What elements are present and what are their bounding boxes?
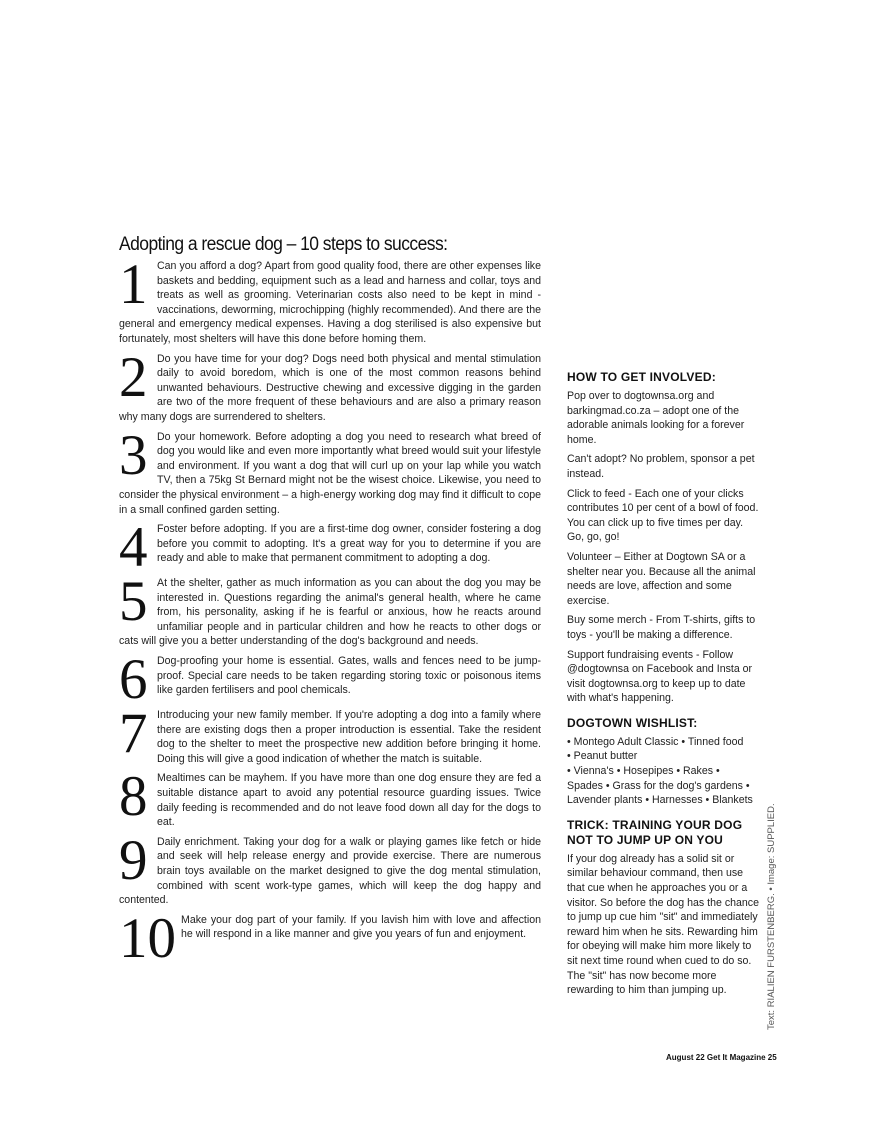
step-item (119, 906, 541, 970)
step-number: 8 (119, 765, 148, 829)
step-number: 7 (119, 702, 148, 766)
involved-paragraph: Pop over to dogtownsa.org and barkingmad.co.za – adopt one of the adorable animals looking for a forever home. (567, 390, 745, 446)
involved-heading: HOW TO GET INVOLVED: (567, 370, 716, 384)
step-text: At the shelter, gather as much information as you can about the dog you may be interested in. Questions regarding the animal's general health, where he came from, his personality, asking if he is fearful or anxious, how he reacts around unfamiliar people and in particular children and how he reacts to other dogs or cats will give you a better understanding of the dog's background and needs. (119, 577, 541, 648)
step-item (119, 765, 541, 829)
trick-heading: TRICK: TRAINING YOUR DOG NOT TO JUMP UP ON YOU (567, 817, 743, 847)
step-number: 5 (119, 570, 148, 634)
step-text: Can you afford a dog? Apart from good quality food, there are other expenses like baskets and bedding, equipment such as a lead and harness and collar, toys and treats as well as grooming. Veterinarian costs also need to be kept in mind - vaccinations, deworming, microchipping (highly recommended). And there are the general and emergency medical expenses. Having a dog sterilised is also expensive but fortunately, most shelters will have this done before homing them. (119, 260, 541, 345)
step-text: Do you have time for your dog? Dogs need both physical and mental stimulation daily to avoid boredom, which is one of the most common reasons behind unwanted behaviours. Destructive chewing and excessive digging in the garden are two of the more frequent of these behaviours and are also a primary reason why many dogs are surrendered to shelters. (119, 352, 541, 423)
step-item (119, 828, 541, 908)
step-text: Dog-proofing your home is essential. Gates, walls and fences need to be jump-proof. Special care needs to be taken regarding storing toxic or poisonous items like garden fertilisers and pool chemicals. (157, 655, 541, 697)
trick-text: If your dog already has a solid sit or similar behaviour command, then use that cue when he approaches you or a visitor. So before the dog has the chance to jump up cue him "sit" and immediately reward him when he sits. Rewarding him for obeying will make him more likely to sit next time round when cued to do so. The "sit" has now become more rewarding to him than jumping up. (567, 852, 759, 997)
step-item (119, 345, 541, 425)
involved-paragraph: Can't adopt? No problem, sponsor a pet instead. (567, 453, 755, 480)
step-number: 1 (119, 253, 148, 316)
steps-list (119, 253, 541, 970)
page-folio: August 22 Get It Magazine 25 (666, 1053, 777, 1062)
involved-section (567, 370, 763, 706)
step-text: Make your dog part of your family. If you lavish him with love and affection he will respond in a like manner and give you years of fun and enjoyment. (181, 913, 541, 941)
step-item (119, 253, 541, 347)
step-text: Daily enrichment. Taking your dog for a walk or playing games like fetch or hide and seek will help release energy and provide exercise. There are numerous brain toys available on the market designed to give the dog mental stimulation, combined with scent work-type games, which will keep the dog happy and contented. (119, 835, 541, 907)
step-item (119, 423, 541, 518)
involved-paragraph: Volunteer – Either at Dogtown SA or a shelter near you. Because all the animal needs are love, affection and some exercise. (567, 550, 756, 607)
involved-paragraph: Buy some merch - From T-shirts, gifts to toys - you'll be making a difference. (567, 614, 756, 641)
step-number: 2 (119, 345, 148, 409)
step-number: 6 (119, 648, 148, 712)
step-text: Foster before adopting. If you are a first-time dog owner, consider fostering a dog before you commit to adopting. It's a great way for you to determine if you are ready and able to make that permanent commitment to adopting a dog. (157, 523, 541, 565)
step-text: Do your homework. Before adopting a dog you need to research what breed of dog you would like and even more importantly what breed would suit your lifestyle and environment. If you want a dog that will curl up on your lap while you watch TV, then a 75kg St Bernard might not be the wisest choice. Likewise, you need to consider the physical environment – a high-energy working dog may find it difficult to cope in a small confined garden setting. (119, 430, 541, 516)
wishlist-line: Spades • Grass for the dog's gardens • (567, 779, 750, 792)
wishlist-line: • Peanut butter (567, 750, 638, 763)
step-item (119, 648, 541, 712)
wishlist-section (567, 716, 763, 808)
step-number: 3 (119, 423, 148, 487)
step-number: 4 (119, 516, 148, 580)
step-number: 9 (119, 828, 148, 892)
step-item (119, 516, 541, 580)
wishlist-line: • Vienna's • Hosepipes • Rakes • (567, 765, 720, 778)
involved-paragraph: Click to feed - Each one of your clicks contributes 10 per cent of a bowl of food. You can click up to five times per day. Go, go, go! (567, 487, 759, 544)
wishlist-heading: DOGTOWN WISHLIST: (567, 715, 698, 730)
photo-credit: Text: RIALIEN FURSTENBERG. • Image: SUPPLIED. (766, 803, 777, 1030)
wishlist-line: • Montego Adult Classic • Tinned food (567, 735, 744, 748)
step-text: Introducing your new family member. If you're adopting a dog into a family where there are existing dogs then a proper introduction is essential. Take the resident dog to the shelter to meet the prospective new addition before bringing it home. Doing this will give a good indication of whether the match is suitable. (157, 709, 541, 765)
step-number: 10 (119, 906, 176, 970)
step-item (119, 702, 541, 766)
wishlist-line: Lavender plants • Harnesses • Blankets (567, 794, 753, 807)
trick-section (567, 818, 763, 998)
sidebar (567, 370, 763, 1008)
article-title: Adopting a rescue dog – 10 steps to success: (119, 234, 448, 255)
step-item (119, 570, 541, 649)
involved-paragraph: Support fundraising events - Follow @dogtownsa on Facebook and Insta or visit dogtownsa.org to keep up to date with what's happening. (567, 648, 753, 705)
step-text: Mealtimes can be mayhem. If you have more than one dog ensure they are fed a suitable distance apart to avoid any potential resource guarding issues. Twice daily feeding is recommended and do not leave food down all day for the dogs to eat. (157, 772, 541, 829)
